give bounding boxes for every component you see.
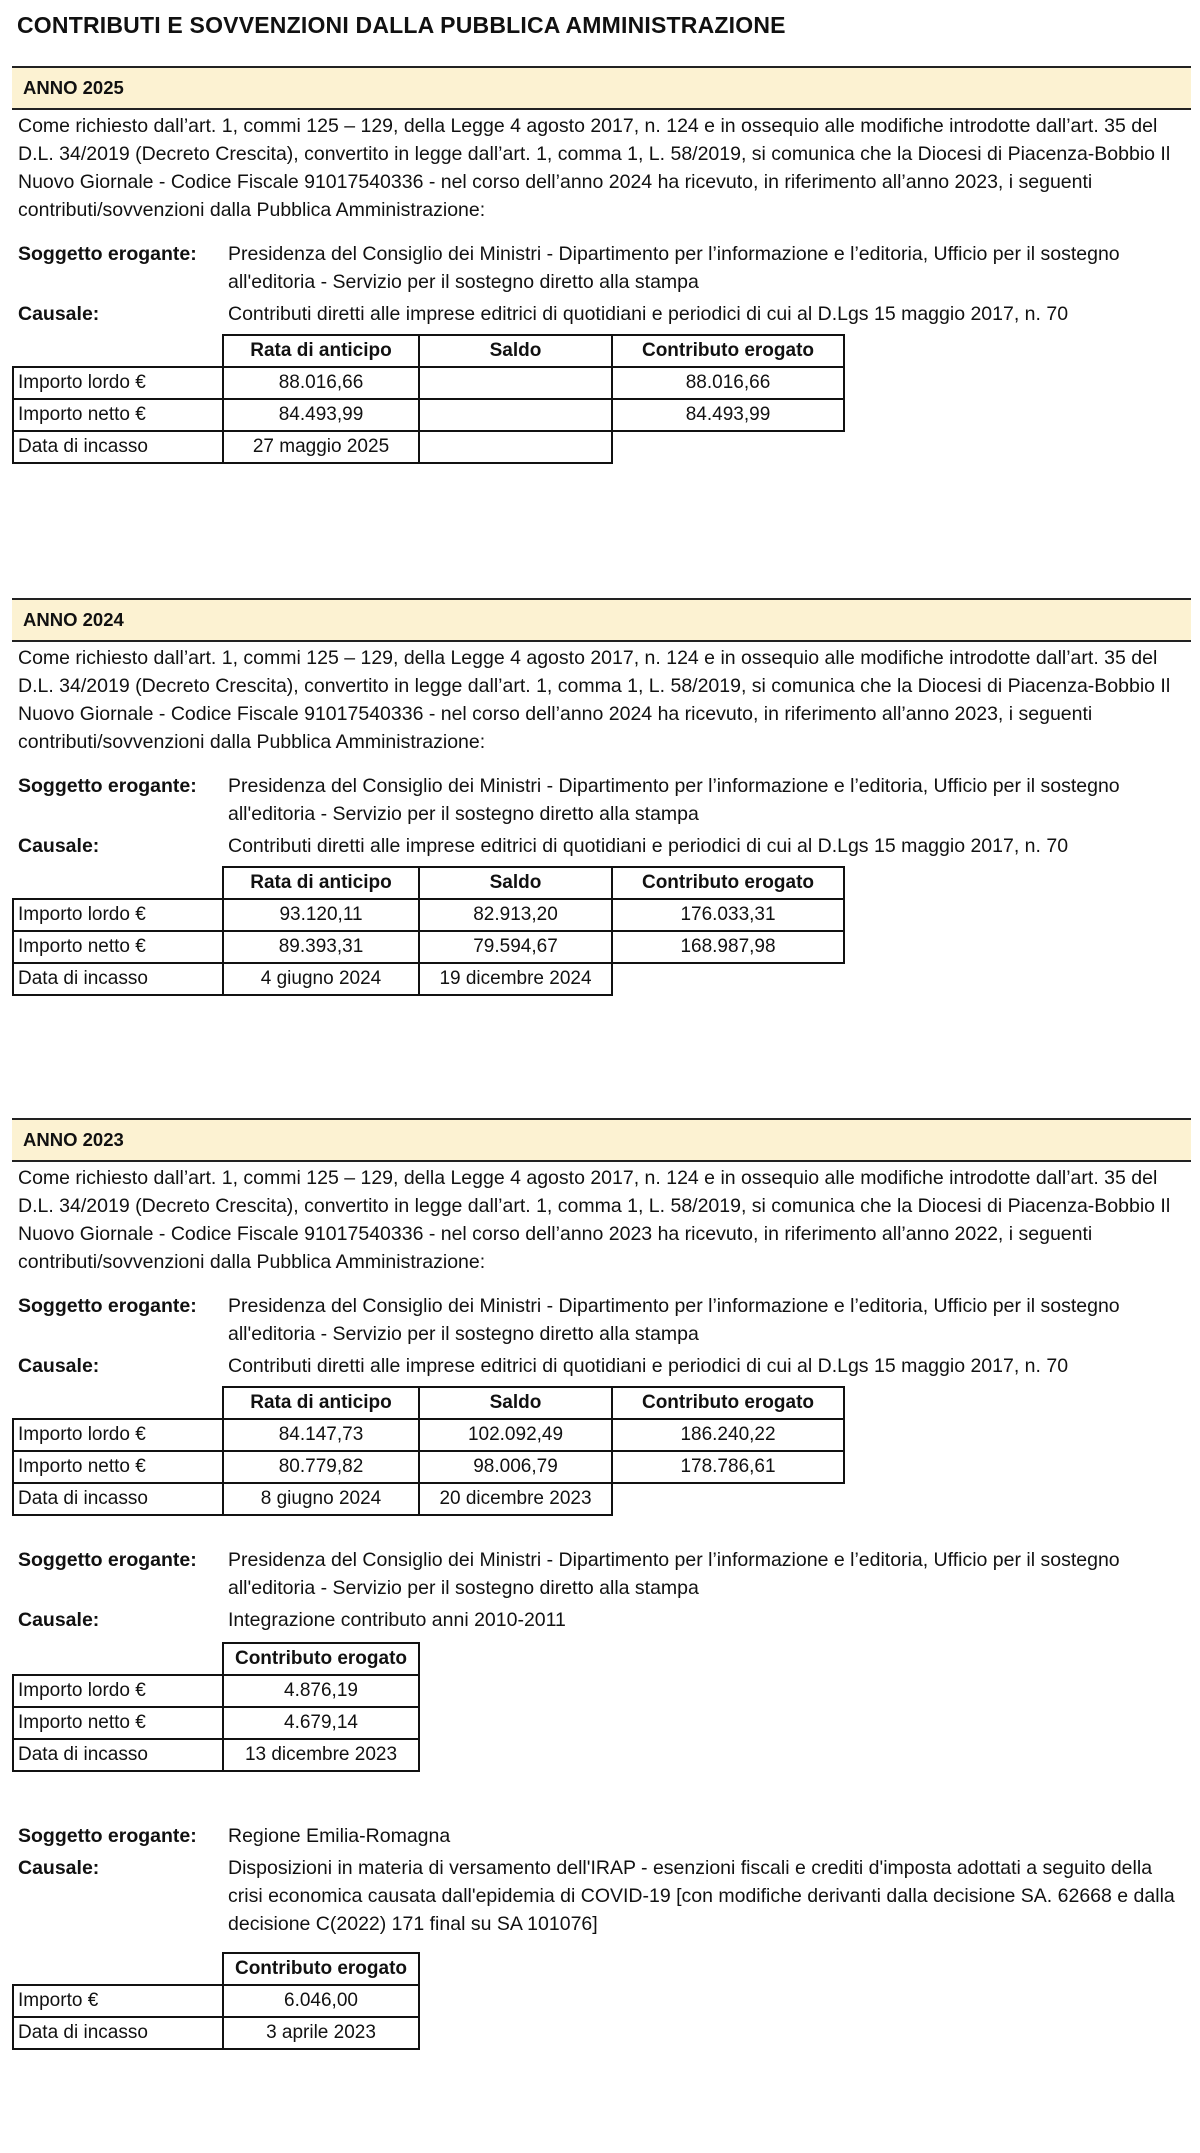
table-header-row bbox=[13, 335, 844, 367]
soggetto-label: Soggetto erogante: bbox=[18, 1549, 197, 1571]
contributi-table bbox=[12, 1386, 845, 1516]
soggetto-label: Soggetto erogante: bbox=[18, 1825, 197, 1847]
regione-table bbox=[12, 1952, 420, 2050]
cell-value: 102.092,49 bbox=[419, 1419, 612, 1451]
causale-value: Integrazione contributo anni 2010-2011 bbox=[228, 1609, 566, 1631]
table-row bbox=[13, 2017, 419, 2049]
contributi-table bbox=[12, 334, 845, 464]
col-contributo: Contributo erogato bbox=[612, 335, 844, 367]
table-row bbox=[13, 1675, 419, 1707]
section-anno-2025 bbox=[12, 66, 1191, 464]
cell-value: 93.120,11 bbox=[223, 899, 419, 931]
table-row bbox=[13, 963, 844, 995]
table-row bbox=[13, 931, 844, 963]
cell-value: 20 dicembre 2023 bbox=[419, 1483, 612, 1515]
row-label: Importo netto € bbox=[13, 399, 223, 431]
soggetto-row bbox=[18, 1292, 1191, 1348]
table-header-row bbox=[13, 867, 844, 899]
row-label: Importo lordo € bbox=[13, 1419, 223, 1451]
table-row bbox=[13, 1483, 844, 1515]
cell-value: 4 giugno 2024 bbox=[223, 963, 419, 995]
table-row bbox=[13, 1739, 419, 1771]
year-heading: ANNO 2024 bbox=[12, 598, 1191, 642]
cell-value: 88.016,66 bbox=[612, 367, 844, 399]
soggetto-row bbox=[18, 1546, 1191, 1602]
causale-label: Causale: bbox=[18, 1857, 100, 1879]
cell-value: 88.016,66 bbox=[223, 367, 419, 399]
cell-value: 186.240,22 bbox=[612, 1419, 844, 1451]
soggetto-row bbox=[18, 240, 1191, 296]
cell-value: 8 giugno 2024 bbox=[223, 1483, 419, 1515]
soggetto-row bbox=[18, 1822, 1191, 1850]
col-contributo: Contributo erogato bbox=[612, 1387, 844, 1419]
cell-value: 84.493,99 bbox=[223, 399, 419, 431]
col-contributo: Contributo erogato bbox=[223, 1643, 419, 1675]
row-label: Data di incasso bbox=[13, 1483, 223, 1515]
section-anno-2023 bbox=[12, 1118, 1191, 2050]
row-label: Importo netto € bbox=[13, 1451, 223, 1483]
col-saldo: Saldo bbox=[419, 867, 612, 899]
causale-row bbox=[18, 300, 1191, 328]
cell-value: 3 aprile 2023 bbox=[223, 2017, 419, 2049]
causale-value: Contributi diretti alle imprese editrici di quotidiani e periodici di cui al D.Lgs 15 maggio 2017, n. 70 bbox=[228, 303, 1069, 325]
cell-value bbox=[419, 431, 612, 463]
causale-label: Causale: bbox=[18, 303, 100, 325]
cell-value bbox=[419, 399, 612, 431]
cell-value: 13 dicembre 2023 bbox=[223, 1739, 419, 1771]
table-row bbox=[13, 431, 844, 463]
soggetto-value: Presidenza del Consiglio dei Ministri - Dipartimento per l’informazione e l’editoria, Ufficio per il sostegno all'editoria - Servizio per il sostegno diretto alla stampa bbox=[228, 1549, 1120, 1599]
cell-value: 6.046,00 bbox=[223, 1985, 419, 2017]
table-row bbox=[13, 367, 844, 399]
table-header-row bbox=[13, 1387, 844, 1419]
page-title: CONTRIBUTI E SOVVENZIONI DALLA PUBBLICA AMMINISTRAZIONE bbox=[17, 12, 786, 38]
cell-value: 4.679,14 bbox=[223, 1707, 419, 1739]
row-label: Data di incasso bbox=[13, 2017, 223, 2049]
integrazione-table bbox=[12, 1642, 420, 1772]
cell-value bbox=[419, 367, 612, 399]
soggetto-value: Presidenza del Consiglio dei Ministri - Dipartimento per l’informazione e l’editoria, Ufficio per il sostegno all'editoria - Servizio per il sostegno diretto alla stampa bbox=[228, 1295, 1120, 1345]
causale-label: Causale: bbox=[18, 1355, 100, 1377]
table-header-row bbox=[13, 1953, 419, 1985]
soggetto-label: Soggetto erogante: bbox=[18, 1295, 197, 1317]
row-label: Importo netto € bbox=[13, 931, 223, 963]
causale-label: Causale: bbox=[18, 835, 100, 857]
year-heading: ANNO 2025 bbox=[12, 66, 1191, 110]
causale-value: Disposizioni in materia di versamento dell'IRAP - esenzioni fiscali e crediti d'imposta adottati a seguito della crisi economica causata dall'epidemia di COVID-19 [con modifiche derivanti dalla decisione SA. 62668 e dalla decisione C(2022) 171 final su SA 101076] bbox=[228, 1857, 1175, 1935]
causale-row bbox=[18, 1352, 1191, 1380]
cell-value: 82.913,20 bbox=[419, 899, 612, 931]
soggetto-row bbox=[18, 772, 1191, 828]
cell-value: 168.987,98 bbox=[612, 931, 844, 963]
table-row bbox=[13, 1707, 419, 1739]
intro-paragraph: Come richiesto dall’art. 1, commi 125 – 129, della Legge 4 agosto 2017, n. 124 e in ossequio alle modifiche introdotte dall’art. 35 del D.L. 34/2019 (Decreto Crescita), convertito in legge dall’art. 1, comma 1, L. 58/2019, si comunica che la Diocesi di Piacenza-Bobbio Il Nuovo Giornale - Codice Fiscale 91017540336 - nel corso dell’anno 2023 ha ricevuto, in riferimento all’anno 2022, i seguenti contributi/sovvenzioni dalla Pubblica Amministrazione: bbox=[18, 1167, 1171, 1273]
year-heading: ANNO 2023 bbox=[12, 1118, 1191, 1162]
row-label: Importo lordo € bbox=[13, 367, 223, 399]
cell-value: 4.876,19 bbox=[223, 1675, 419, 1707]
causale-value: Contributi diretti alle imprese editrici di quotidiani e periodici di cui al D.Lgs 15 maggio 2017, n. 70 bbox=[228, 1355, 1069, 1377]
soggetto-value: Presidenza del Consiglio dei Ministri - Dipartimento per l’informazione e l’editoria, Ufficio per il sostegno all'editoria - Servizio per il sostegno diretto alla stampa bbox=[228, 243, 1120, 293]
intro-paragraph: Come richiesto dall’art. 1, commi 125 – 129, della Legge 4 agosto 2017, n. 124 e in ossequio alle modifiche introdotte dall’art. 35 del D.L. 34/2019 (Decreto Crescita), convertito in legge dall’art. 1, comma 1, L. 58/2019, si comunica che la Diocesi di Piacenza-Bobbio Il Nuovo Giornale - Codice Fiscale 91017540336 - nel corso dell’anno 2024 ha ricevuto, in riferimento all’anno 2023, i seguenti contributi/sovvenzioni dalla Pubblica Amministrazione: bbox=[18, 115, 1171, 221]
col-contributo: Contributo erogato bbox=[223, 1953, 419, 1985]
intro-paragraph: Come richiesto dall’art. 1, commi 125 – 129, della Legge 4 agosto 2017, n. 124 e in ossequio alle modifiche introdotte dall’art. 35 del D.L. 34/2019 (Decreto Crescita), convertito in legge dall’art. 1, comma 1, L. 58/2019, si comunica che la Diocesi di Piacenza-Bobbio Il Nuovo Giornale - Codice Fiscale 91017540336 - nel corso dell’anno 2024 ha ricevuto, in riferimento all’anno 2023, i seguenti contributi/sovvenzioni dalla Pubblica Amministrazione: bbox=[18, 647, 1171, 753]
col-saldo: Saldo bbox=[419, 335, 612, 367]
soggetto-value: Presidenza del Consiglio dei Ministri - Dipartimento per l’informazione e l’editoria, Ufficio per il sostegno all'editoria - Servizio per il sostegno diretto alla stampa bbox=[228, 775, 1120, 825]
row-label: Data di incasso bbox=[13, 963, 223, 995]
row-label: Importo netto € bbox=[13, 1707, 223, 1739]
table-row bbox=[13, 899, 844, 931]
table-row bbox=[13, 1451, 844, 1483]
causale-row bbox=[18, 832, 1191, 860]
cell-value: 79.594,67 bbox=[419, 931, 612, 963]
row-label: Data di incasso bbox=[13, 431, 223, 463]
causale-row bbox=[18, 1606, 1191, 1634]
cell-value: 80.779,82 bbox=[223, 1451, 419, 1483]
cell-value: 98.006,79 bbox=[419, 1451, 612, 1483]
table-header-row bbox=[13, 1643, 419, 1675]
soggetto-value: Regione Emilia-Romagna bbox=[228, 1825, 451, 1847]
causale-label: Causale: bbox=[18, 1609, 100, 1631]
causale-row bbox=[18, 1854, 1191, 1938]
table-row bbox=[13, 1985, 419, 2017]
row-label: Importo € bbox=[13, 1985, 223, 2017]
cell-value: 19 dicembre 2024 bbox=[419, 963, 612, 995]
soggetto-label: Soggetto erogante: bbox=[18, 775, 197, 797]
cell-value: 84.493,99 bbox=[612, 399, 844, 431]
section-anno-2024 bbox=[12, 598, 1191, 996]
soggetto-label: Soggetto erogante: bbox=[18, 243, 197, 265]
table-row bbox=[13, 1419, 844, 1451]
cell-value: 178.786,61 bbox=[612, 1451, 844, 1483]
row-label: Importo lordo € bbox=[13, 1675, 223, 1707]
contributi-table bbox=[12, 866, 845, 996]
row-label: Importo lordo € bbox=[13, 899, 223, 931]
col-saldo: Saldo bbox=[419, 1387, 612, 1419]
causale-value: Contributi diretti alle imprese editrici di quotidiani e periodici di cui al D.Lgs 15 maggio 2017, n. 70 bbox=[228, 835, 1069, 857]
table-row bbox=[13, 399, 844, 431]
row-label: Data di incasso bbox=[13, 1739, 223, 1771]
col-contributo: Contributo erogato bbox=[612, 867, 844, 899]
cell-value: 176.033,31 bbox=[612, 899, 844, 931]
col-rata: Rata di anticipo bbox=[223, 1387, 419, 1419]
cell-value: 89.393,31 bbox=[223, 931, 419, 963]
cell-value: 27 maggio 2025 bbox=[223, 431, 419, 463]
col-rata: Rata di anticipo bbox=[223, 335, 419, 367]
cell-value: 84.147,73 bbox=[223, 1419, 419, 1451]
col-rata: Rata di anticipo bbox=[223, 867, 419, 899]
